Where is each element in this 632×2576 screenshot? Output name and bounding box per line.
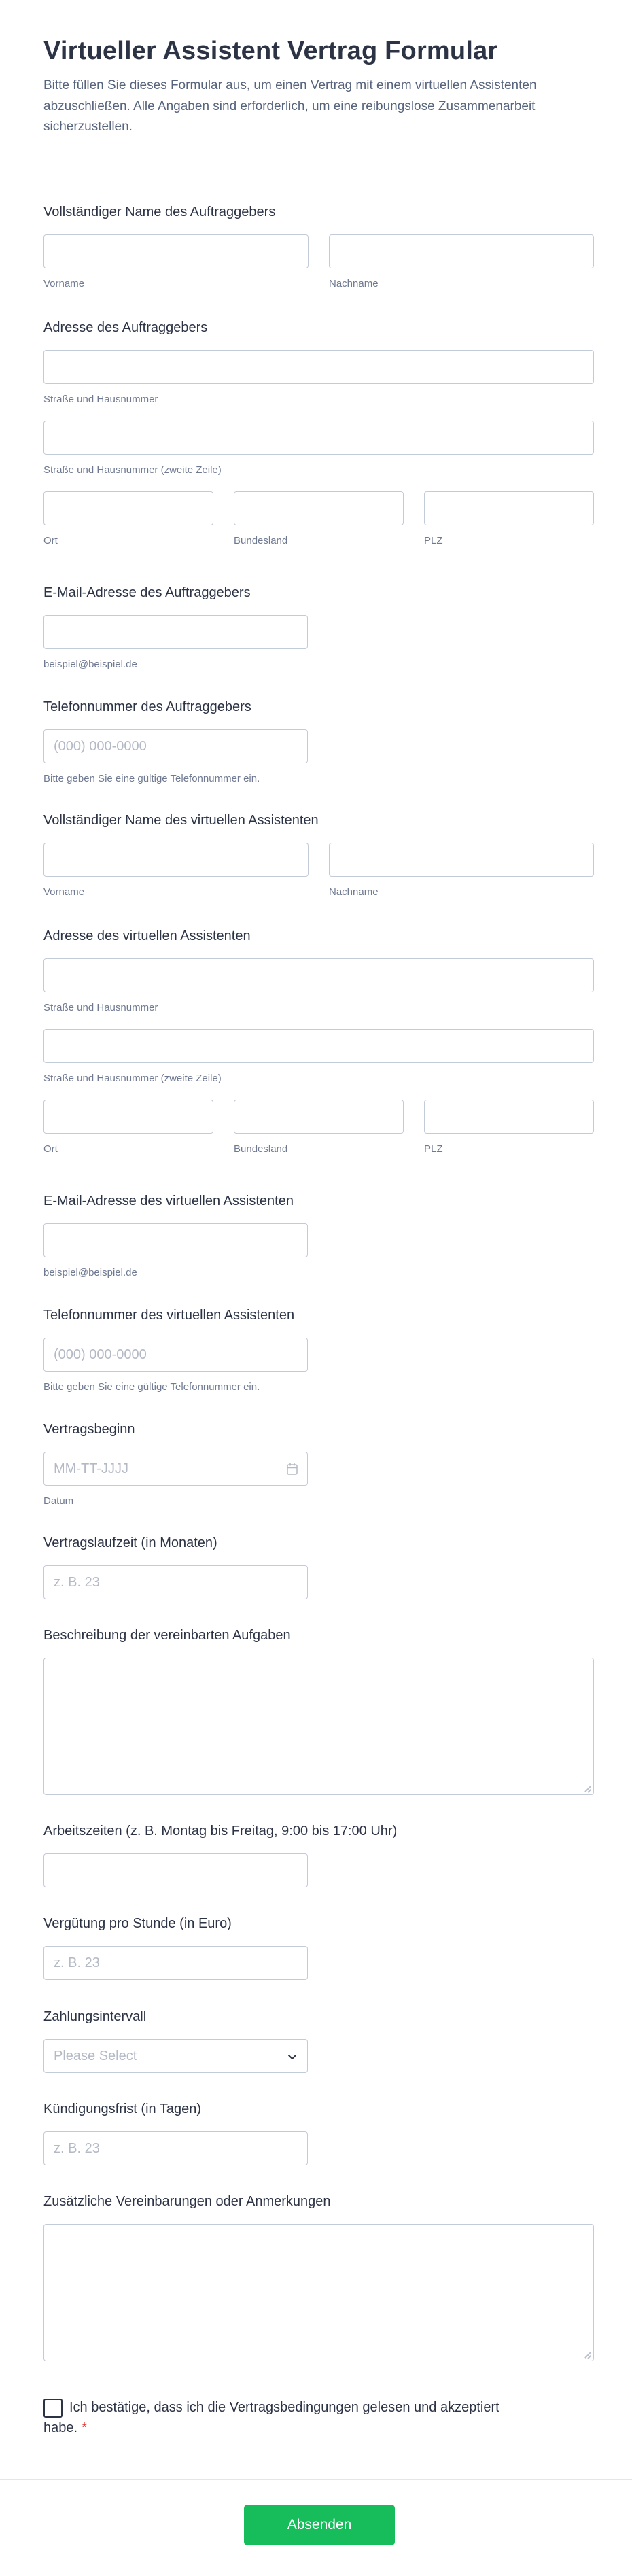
- start-date-field: [43, 1421, 594, 1508]
- form-footer: [0, 2479, 632, 2576]
- interval-label: Zahlungsintervall: [43, 2009, 147, 2024]
- rate-label: Vergütung pro Stunde (in Euro): [43, 1916, 232, 1931]
- notes-field: [43, 2193, 594, 2361]
- hours-field: [43, 1823, 594, 1887]
- assistant-zip-input[interactable]: [424, 1100, 594, 1134]
- rate-placeholder: z. B. 23: [54, 1955, 100, 1970]
- resize-grip-icon[interactable]: [584, 1785, 591, 1792]
- submit-button[interactable]: Absenden: [244, 2505, 395, 2545]
- tasks-field: [43, 1627, 594, 1795]
- duration-field: [43, 1535, 594, 1599]
- client-email-sublabel: beispiel@beispiel.de: [43, 659, 137, 670]
- assistant-last-name-sublabel: Nachname: [329, 886, 379, 898]
- notice-input[interactable]: [43, 2131, 308, 2165]
- assistant-first-name-sublabel: Vorname: [43, 886, 85, 898]
- start-date-label: Vertragsbeginn: [43, 1422, 135, 1437]
- assistant-state-sublabel: Bundesland: [234, 1143, 288, 1155]
- start-date-input[interactable]: [43, 1452, 308, 1486]
- assistant-name-field: [43, 812, 594, 899]
- terms-field: [43, 2397, 594, 2438]
- client-street-sublabel: Straße und Hausnummer: [43, 394, 158, 405]
- form-header: [0, 0, 632, 171]
- duration-label: Vertragslaufzeit (in Monaten): [43, 1535, 217, 1550]
- interval-select[interactable]: [43, 2039, 308, 2073]
- tasks-label: Beschreibung der vereinbarten Aufgaben: [43, 1628, 291, 1643]
- notes-label: Zusätzliche Vereinbarungen oder Anmerkungen: [43, 2194, 331, 2209]
- resize-grip-icon[interactable]: [584, 2351, 591, 2358]
- tasks-textarea[interactable]: [43, 1658, 594, 1795]
- client-street2-sublabel: Straße und Hausnummer (zweite Zeile): [43, 464, 222, 476]
- required-mark: *: [82, 2420, 87, 2435]
- start-date-placeholder: MM-TT-JJJJ: [54, 1461, 128, 1476]
- notice-field: [43, 2101, 594, 2165]
- client-address-label: Adresse des Auftraggebers: [43, 320, 208, 335]
- rate-input[interactable]: [43, 1946, 308, 1980]
- assistant-phone-field: [43, 1307, 594, 1393]
- client-state-input[interactable]: [234, 491, 404, 525]
- assistant-address-field: [43, 928, 594, 1155]
- assistant-name-label: Vollständiger Name des virtuellen Assistenten: [43, 813, 319, 828]
- assistant-street2-sublabel: Straße und Hausnummer (zweite Zeile): [43, 1073, 222, 1084]
- assistant-street2-input[interactable]: [43, 1029, 594, 1063]
- assistant-city-input[interactable]: [43, 1100, 213, 1134]
- assistant-phone-input[interactable]: [43, 1338, 308, 1372]
- hours-input[interactable]: [43, 1853, 308, 1887]
- duration-input[interactable]: [43, 1565, 308, 1599]
- chevron-down-icon[interactable]: [287, 2051, 298, 2061]
- assistant-last-name-input[interactable]: [329, 843, 594, 877]
- client-first-name-input[interactable]: [43, 234, 309, 268]
- calendar-icon[interactable]: [287, 1463, 298, 1475]
- client-state-sublabel: Bundesland: [234, 535, 288, 546]
- client-street2-input[interactable]: [43, 421, 594, 455]
- assistant-zip-sublabel: PLZ: [424, 1143, 443, 1155]
- assistant-phone-placeholder: (000) 000-0000: [54, 1346, 147, 1362]
- assistant-email-input[interactable]: [43, 1223, 308, 1257]
- client-email-input[interactable]: [43, 615, 308, 649]
- assistant-street-input[interactable]: [43, 958, 594, 992]
- client-phone-sublabel: Bitte geben Sie eine gültige Telefonnummer ein.: [43, 773, 260, 784]
- assistant-phone-label: Telefonnummer des virtuellen Assistenten: [43, 1308, 295, 1323]
- notice-label: Kündigungsfrist (in Tagen): [43, 2102, 201, 2117]
- client-phone-field: [43, 699, 594, 785]
- client-zip-sublabel: PLZ: [424, 535, 443, 546]
- client-name-field: [43, 204, 594, 290]
- client-city-input[interactable]: [43, 491, 213, 525]
- client-street-input[interactable]: [43, 350, 594, 384]
- notice-placeholder: z. B. 23: [54, 2140, 100, 2156]
- assistant-phone-sublabel: Bitte geben Sie eine gültige Telefonnummer ein.: [43, 1381, 260, 1393]
- interval-field: [43, 2008, 594, 2073]
- assistant-state-input[interactable]: [234, 1100, 404, 1134]
- form-description: Bitte füllen Sie dieses Formular aus, um einen Vertrag mit einem virtuellen Assistenten abzuschließen. Alle Angaben sind erforderlich, um eine reibungslose Zusammenarbeit sicherzustellen.: [43, 77, 537, 135]
- client-phone-label: Telefonnummer des Auftraggebers: [43, 699, 251, 714]
- terms-label[interactable]: [43, 2397, 533, 2438]
- terms-checkbox[interactable]: [43, 2399, 63, 2418]
- client-city-sublabel: Ort: [43, 535, 58, 546]
- assistant-email-sublabel: beispiel@beispiel.de: [43, 1267, 137, 1278]
- assistant-email-field: [43, 1193, 594, 1279]
- assistant-first-name-input[interactable]: [43, 843, 309, 877]
- assistant-address-label: Adresse des virtuellen Assistenten: [43, 928, 251, 943]
- client-first-name-sublabel: Vorname: [43, 278, 85, 290]
- client-name-label: Vollständiger Name des Auftraggebers: [43, 205, 276, 220]
- duration-placeholder: z. B. 23: [54, 1574, 100, 1590]
- form-title: Virtueller Assistent Vertrag Formular: [43, 37, 498, 65]
- rate-field: [43, 1915, 594, 1980]
- client-last-name-sublabel: Nachname: [329, 278, 379, 290]
- notes-textarea[interactable]: [43, 2224, 594, 2361]
- client-last-name-input[interactable]: [329, 234, 594, 268]
- assistant-city-sublabel: Ort: [43, 1143, 58, 1155]
- client-phone-placeholder: (000) 000-0000: [54, 738, 147, 754]
- client-phone-input[interactable]: [43, 729, 308, 763]
- hours-label: Arbeitszeiten (z. B. Montag bis Freitag, 9:00 bis 17:00 Uhr): [43, 1824, 398, 1839]
- start-date-sublabel: Datum: [43, 1495, 74, 1507]
- assistant-email-label: E-Mail-Adresse des virtuellen Assistenten: [43, 1194, 294, 1208]
- client-address-field: [43, 319, 594, 547]
- client-email-label: E-Mail-Adresse des Auftraggebers: [43, 585, 251, 600]
- assistant-street-sublabel: Straße und Hausnummer: [43, 1002, 158, 1013]
- terms-text: Ich bestätige, dass ich die Vertragsbedingungen gelesen und akzeptiert habe.: [43, 2400, 499, 2435]
- client-email-field: [43, 585, 594, 671]
- client-zip-input[interactable]: [424, 491, 594, 525]
- interval-selected-value: Please Select: [54, 2048, 137, 2064]
